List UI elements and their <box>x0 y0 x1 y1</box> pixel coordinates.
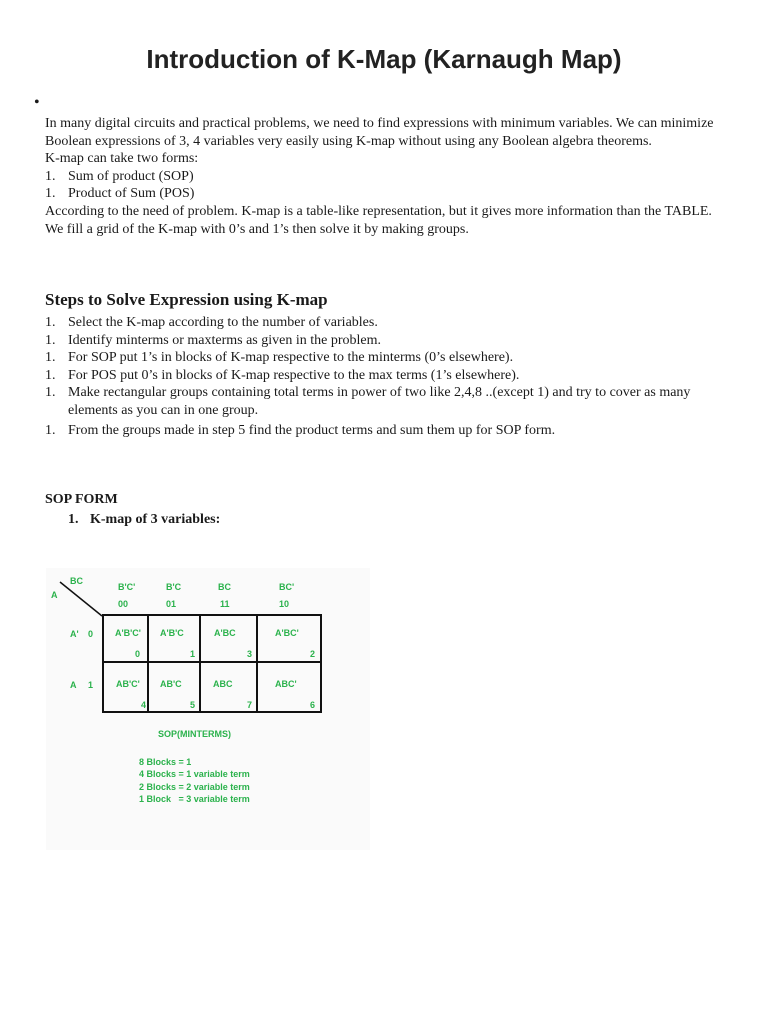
kmap-cell-index: 7 <box>247 700 253 710</box>
kmap-corner-left-label: A <box>51 590 58 600</box>
steps-list <box>45 314 725 439</box>
kmap-col-code: 10 <box>279 599 290 609</box>
kmap-col-label: B'C' <box>118 582 136 592</box>
kmap-row-var: A <box>70 680 77 690</box>
kmap-cell-term: AB'C' <box>116 679 140 689</box>
kmap-note: 8 Blocks = 1 <box>139 757 192 767</box>
kmap-cell-term: A'BC' <box>275 628 299 638</box>
kmap-cell-index: 4 <box>141 700 147 710</box>
kmap-cell-index: 5 <box>190 700 196 710</box>
kmap-cell-term: ABC' <box>275 679 297 689</box>
intro-paragraph-2: According to the need of problem. K-map is a table-like representation, but it gives more information than the TABLE. We fill a grid of the K-map with 0’s and 1’s then solve it by making groups. <box>45 203 712 237</box>
step-item: 1. From the groups made in step 5 find the product terms and sum them up for SOP form. <box>45 422 556 438</box>
intro-section <box>45 115 725 238</box>
step-item: 1. For SOP put 1’s in blocks of K-map respective to the minterms (0’s elsewhere). <box>45 350 514 366</box>
bullet-marker: • <box>34 94 40 111</box>
kmap-caption: SOP(MINTERMS) <box>158 729 231 739</box>
kmap-cell-term: A'BC <box>214 628 236 638</box>
kmap-cell-index: 0 <box>135 649 141 659</box>
kmap-col-code: 00 <box>118 599 129 609</box>
step-item: 1. Identify minterms or maxterms as given in the problem. <box>45 332 381 348</box>
kmap-note: 1 Block = 3 variable term <box>139 794 250 804</box>
sop-heading: SOP FORM <box>45 492 118 507</box>
kmap-cell-term: ABC <box>213 679 233 689</box>
forms-intro: K-map can take two forms: <box>45 151 199 167</box>
kmap-corner-diagonal <box>60 582 102 616</box>
form-item: 1. Sum of product (SOP) <box>45 168 194 184</box>
kmap-col-label: BC' <box>279 582 295 592</box>
step-item: 1. Make rectangular groups containing total terms in power of two like 2,4,8 ..(except 1) and try to cover as many elements as you can in one group. <box>45 385 691 418</box>
kmap-row-val: 1 <box>88 680 94 690</box>
kmap-cell-term: A'B'C' <box>115 628 141 638</box>
steps-heading: Steps to Solve Expression using K-map <box>45 290 328 309</box>
kmap-cell-term: A'B'C <box>160 628 184 638</box>
kmap-note: 4 Blocks = 1 variable term <box>139 769 250 779</box>
kmap-cell-index: 3 <box>247 649 253 659</box>
kmap-col-label: B'C <box>166 582 182 592</box>
sop-subheading: 1. K-map of 3 variables: <box>68 512 221 527</box>
kmap-corner-top-label: BC <box>70 576 83 586</box>
form-item: 1. Product of Sum (POS) <box>45 186 195 202</box>
kmap-cell-term: AB'C <box>160 679 182 689</box>
kmap-cell-index: 2 <box>310 649 316 659</box>
kmap-figure <box>46 568 370 850</box>
kmap-cell-index: 1 <box>190 649 196 659</box>
kmap-cell-index: 6 <box>310 700 316 710</box>
step-item: 1. Select the K-map according to the number of variables. <box>45 315 378 330</box>
intro-paragraph: In many digital circuits and practical problems, we need to find expressions with minimum variables. We can minimize Boolean expressions of 3, 4 variables very easily using K-map without using any Boolean algebra theorems. <box>45 116 714 149</box>
kmap-col-code: 01 <box>166 599 177 609</box>
page-title: Introduction of K-Map (Karnaugh Map) <box>146 44 622 74</box>
kmap-col-label: BC <box>218 582 231 592</box>
kmap-row-val: 0 <box>88 629 94 639</box>
kmap-col-code: 11 <box>220 599 230 609</box>
kmap-row-var: A' <box>70 629 79 639</box>
kmap-diagram <box>46 568 370 850</box>
kmap-note: 2 Blocks = 2 variable term <box>139 782 250 792</box>
step-item: 1. For POS put 0’s in blocks of K-map respective to the max terms (1’s elsewhere). <box>45 367 520 383</box>
